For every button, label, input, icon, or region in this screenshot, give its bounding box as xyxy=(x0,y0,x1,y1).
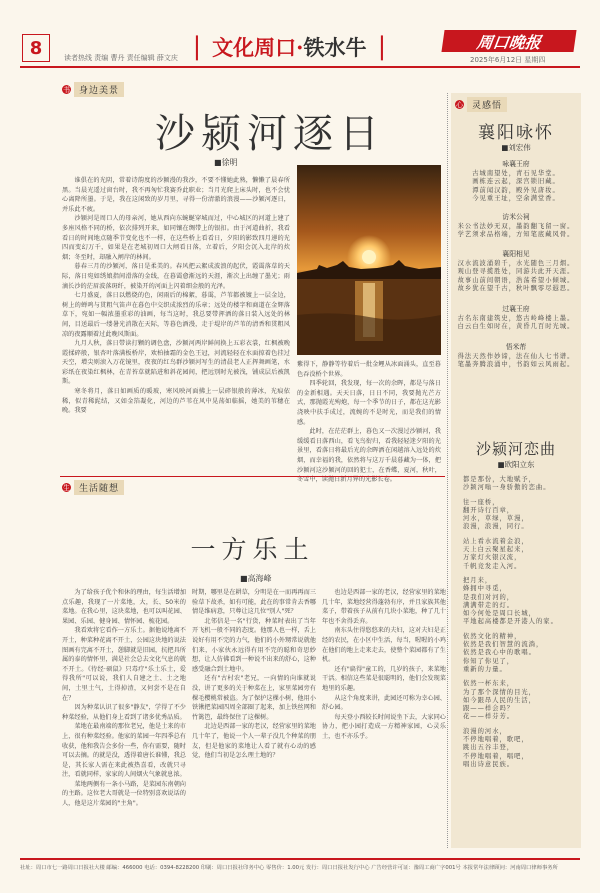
article1-paragraph: 四季轮回，我发现，每一次的余晖，都是与落日的金新相遇。天天日落，日日不同，我要抛光芒方式，那抛霞光殉炮，每一个季节的日子，都在这光影浇映中扶手成过，流婉的不是时光，而是我们的情感。 xyxy=(297,380,441,426)
poem2-line: 河水，草绿，草漫， xyxy=(463,515,529,523)
poem1-title: 襄阳咏怀 xyxy=(478,123,554,143)
newspaper-masthead: 周口晚报 xyxy=(441,30,576,52)
article2-paragraph: 每天登小西较长时间说坐下去，大家同心协力，把小园打造成一方精神家园，心灵乐土，也不亦乐乎。 xyxy=(322,713,446,740)
article1-tag-label: 身边美景 xyxy=(74,82,124,97)
stanza-gap xyxy=(463,769,578,775)
article1-author xyxy=(214,157,238,168)
article2-column-1 xyxy=(62,588,186,809)
article2-paragraph: 北邻信是一名"行货，种菜时表出了当年开飞机一般不同的态度。他那人也一样，舌上说好有用不完的力气，他们的小外甥常说就他们来，小家伙永远得有用不完的聪和奇思妙想，让人仿佛看到一种说不出来的舒心，这种感受融合到土地中。 xyxy=(192,617,316,673)
page-number: 8 xyxy=(22,34,50,62)
poem2-line: 唱出诗意民族。 xyxy=(463,760,515,768)
article1-paragraph: 此时，在茫茫群上，暮色又一次漫过沙颍河，我缓缓看日落西山，看飞鸟衔归，看我轻轻迷夕阳的光景里，看落日将最后光的余晖洒在闲越溶入远处的炊烟，而幸福的我，依然将与这万千晨暮藏为一体，把沙颍河这沙颍河的回的犯士，在香蝶，夏河，秋叶，冬雪中，读抛日新月异的光影长卷。 xyxy=(297,428,441,484)
section-title: ▏文化周口·铁水牛▕ xyxy=(196,35,383,60)
poem-line: 得法天然作妙谛，法在仙人七书谱。 xyxy=(457,352,575,360)
poem2-line: 花——样芬芳。 xyxy=(463,713,515,721)
article2-tag-label: 生活随想 xyxy=(74,480,124,495)
author-marker-icon: ■ xyxy=(214,158,222,167)
poem2-line: 如今何处是周口长城， xyxy=(463,610,536,618)
article1-tag-icon: 书 xyxy=(63,85,70,94)
poem-line: 观山登寻揽胜处，同游共此开天涯。 xyxy=(457,268,575,276)
poem2-title: 沙颍河恋曲 xyxy=(475,440,556,458)
author-marker-icon: ■ xyxy=(240,574,248,583)
poem2-line: 平地起高楼都是开港人的家。 xyxy=(463,618,558,626)
poem-line: 古名东南建筑史，悠古岭峰楼上墨。 xyxy=(457,314,575,322)
section-suffix: 铁水牛 xyxy=(303,35,367,60)
poem-block xyxy=(451,250,581,294)
poem2-line: 把月来， xyxy=(463,576,493,584)
poem2-author xyxy=(451,459,581,470)
poem2-line: 如今跟昂人民的生活， xyxy=(463,696,536,704)
poem2-line: 都是那份，大地赋予， xyxy=(463,476,536,483)
poem-line: 潭前闻汉韵，殿外见唐妆。 xyxy=(472,186,560,194)
article1-paragraph: 七月盛夏，落日以燃烧的色，闲雨后的棉絮，暮霭，芦苇都被镀上一层金边，树上的蝉鸣与贯粗气笛声在暮色中交织成浓烈的乐章；远处的楼字和商道在金辉落草下，宛如一幅浓墨重彩的油画，每当这时，我总要带挥洒的落日装入远处的林间，目送最后一缕暑光消散在天际，等暮色酒漫，走于堤岸的芦苇的清香和贯粗风凉的夜露顺着过此晚风斯面。 xyxy=(62,292,290,338)
poem2-line: 重新的力量。 xyxy=(463,665,507,673)
poem-subtitle: 襄阳相见 xyxy=(502,250,530,258)
poem1-author xyxy=(451,142,581,153)
sunset-river-photo xyxy=(297,165,441,355)
poem-subtitle: 咏襄王府 xyxy=(502,160,530,168)
article2-author xyxy=(240,573,272,584)
article1-paragraph: 沙颍河是周口人的母亲河，她从西向东蜿蜒穿城而过，中心城区的河道上建了多座风格不同的桥，依次排列开来，如同镶在绸带上的银扣。由于河道曲折，我看看日的时间地点随季节变化也不一样，在这些桥上看看日，夕阳的影致四月递的光四而变幻万千，如果是在老城初周口大闸看日落，立着后，夕阳会沉入北岸的炊烟；冬至时，却融入闸岸的林间。 xyxy=(62,215,290,261)
poem2-line: 跳出五谷丰登， xyxy=(463,744,515,752)
article1-paragraph: 寒冬将月，落日如画质的暖玻，寒风映河面拂上一层碎银般的薄冰，光痕依稀，似青稀髭结，又如金箔凝化，河边的芦苇在风中晃荡如临摇，她美的苇穗在晚。我要 xyxy=(62,388,290,415)
author-marker-icon: ■ xyxy=(501,143,509,152)
poem2-line: 不停地唱着，歌吧， xyxy=(463,736,529,744)
poem2-line: 是我们对河的， xyxy=(463,593,515,601)
article-divider xyxy=(60,476,445,477)
article2-paragraph: 我看欢将它看作一方乐土。据他说地离不开土，种菜种花离不开土，公园这块地的说法图画有完离不开土，憩脚就是旧园，抗把具所属的泰的情怀里，满是社会总去文化气息的就不开土。《待经·硕鼠》只毒疗"乐土乐土，爱得我所"可以说，我们人自建之土、土之地间，土里土气，土得掉渣，又何尝不是在自在？ xyxy=(62,627,186,702)
page-footer: 社址：周口市七一路周口日报社大楼 邮编：466000 电话：0394-8228200 印刷：周口日报社印务中心 零售价：1.00元 发行：周口日报社发行中心 广告经营许可证：豫周工商广字001号 本报常年法律顾问：河南周口律师事务所 xyxy=(20,858,580,871)
poem2-body xyxy=(463,476,578,775)
poem2-line: 依然文化的精神， xyxy=(463,632,522,640)
poem2-line: 蜂拥中寻觅， xyxy=(463,585,507,593)
article1-author-name: 徐明 xyxy=(221,158,238,167)
poem-subtitle: 访米公祠 xyxy=(502,213,530,221)
poem-block xyxy=(451,305,581,332)
article2-tag xyxy=(62,480,124,495)
poem2-line: 万家灯火银汉流， xyxy=(463,554,522,562)
article2-paragraph: 为了给孩子优个和休的理由，每生活增加点乐趣，我现了一片菜地，大，长、50米的菜地。在我心里，这块菜地，也可以叫花园、果园、乐园、健身园、情怀园、梳花园。 xyxy=(62,589,186,625)
article2-paragraph: 也边是西部一家的老汉，经营家里的菜地几十年，菜地经营得蓬勃有序，并且家族其他菜子，带着孩子从前有几块小菜地，种了几十年也不舍得丢弃。 xyxy=(322,589,446,625)
poem2-line: 为了那个深情的目光， xyxy=(463,688,536,696)
poem2-line: 跟——样会吗？ xyxy=(463,705,515,713)
article1-paragraph: 谁俱在的光阴，常着诗韵度的沙颍漫的我沙，不要不懂她此熟，懒懒了晨春所黑。当晨光遥过窗台时，我不再匆忙我赛乔此职业；当月光爬上床头时，也不会忧心离降所墨。于是，我在这闲致的岁月里，寻得一份清澈的浪漫——沙颍河逐日，并乐此不疲。 xyxy=(62,177,290,213)
poem2-line: 天上白云聚星起来， xyxy=(463,546,529,554)
header-rule xyxy=(20,66,580,68)
article2-paragraph: 时期，哪里是在耕草，分明是在一而再再而三验草下故杀，如有可能，此在的事常肯去香哪情是维病意，只尊让这几位"别人"死？ xyxy=(192,589,316,616)
article2-author-name: 高海峰 xyxy=(247,574,272,583)
panel-tag xyxy=(455,97,507,112)
article2-tag-icon: 生 xyxy=(63,483,70,492)
poem2-line: 千帆竞发走入河。 xyxy=(463,562,522,570)
poem1-author-name: 刘宏伟 xyxy=(508,143,531,152)
article2-paragraph: 南东头住得悠悠来的夫妇，这对夫妇是正经的农民，在小区中生活，每当，喔喔的小鸡在他们的地上走来走去，使整个菜园都有了生机。 xyxy=(322,627,446,664)
poem-block xyxy=(451,160,581,204)
poem2-author-name: 欧阳立东 xyxy=(504,460,535,469)
poem-line: 白云白生如时在，黄昏几百时光城。 xyxy=(457,323,575,331)
article1-tag xyxy=(62,82,124,97)
panel-separator xyxy=(447,93,448,848)
poem2-line: 满满带走的灯。 xyxy=(463,601,515,609)
poem-line: 学艺须求品格端，方知笔底藏风骨。 xyxy=(457,231,575,239)
article2-column-2 xyxy=(192,588,316,761)
poem-subtitle: 过襄王府 xyxy=(502,305,530,313)
poem2-line: 不停地唱着，唱吧， xyxy=(463,752,529,760)
poem-line: 故乡犹在望千古，秋叶飘零尽遐思。 xyxy=(457,285,575,293)
poem-line: 汉水流波涌碧千，水光随色三月烟。 xyxy=(457,259,575,267)
article1-paragraph: 九月人秋，落日带读打颗的调色盘，沙颍河两岸鲜间换上五彩衣裳，红枫被晚霞揉碎般，银杏叶落满板桥岸，欢柏抽霜的金色王冠，河流轻轻在水面掠着色挂过天空，增尖则滚入万花镜里，夜夜的红鸟群沙颍河写生的清晨老人正挥舞画笔，水彩纸在夜染红枫林，在青苔草就陷进和斜花园间，把远别时光被浅，铺成层后被凯斯。 xyxy=(62,340,290,386)
article1-column-2 xyxy=(297,360,441,485)
article2-paragraph: 北边是西部一家的老汉，经营家里的菜地几十年了，他说一个人一辈子没几个种菜的朋友，但是他家的菜地让人看了就有心动的感觉，他们当初是怎么理土地的？ xyxy=(192,723,316,760)
poem2-line: 往一座桥， xyxy=(463,498,500,506)
poem-line: 米公书法妙无双，墨韵翻飞留一窗。 xyxy=(457,222,575,230)
poem-block xyxy=(451,343,581,370)
article1-column-1 xyxy=(62,176,290,416)
issue-date: 2025年6月12日 星期四 xyxy=(470,56,546,64)
poem2-line: 依然一杯东来， xyxy=(463,680,515,688)
panel-tag-icon: 心 xyxy=(456,100,463,109)
poem2-line: 依然是我们智慧的流淌， xyxy=(463,641,544,649)
article2-paragraph: 还有"古村农"老兄，一向情的向谁就说没，讲了更多的关于种菜在上，家里菜园旁有棵毛樱桃常被盗。为了保护这棵小树，他用小铁锹把菜园四周全部圈了起来，加上铁丝网和竹篱笆，最终保住了这棵树。 xyxy=(192,675,316,721)
editor-credits: 读者热线 责编 曹丹 责任编辑 薛文庆 xyxy=(64,54,178,62)
poem-line: 笔墨奔腾浪涌中，书韵如云风雨起。 xyxy=(457,361,575,369)
article2-paragraph: 菜地在最南端的那位老兄，他是土来的市上，很有种菜经验。他家的菜园一年四季总有收获，他和我告会多份一些，你有需要，随时可以去摘。的就是没，透得着唐长谁懂，我总是，其长家人需在来此被热喜看，改就只寻注，看就同样，家家的人间烟火气象就息浓。 xyxy=(62,723,186,779)
panel-tag-label: 灵感悟 xyxy=(467,97,507,112)
article1-paragraph: 紫得下，静静等待着后一批金鲤从冰面涌头，直至暮色吞没桥个世界。 xyxy=(297,361,441,378)
article2-paragraph: 从这个角度来讲，此园还可称为幸心园、舒心园。 xyxy=(322,694,446,712)
poem2-line: 浪漫的河水， xyxy=(463,727,507,735)
poem-line: 今见重王址，空余满堂香。 xyxy=(472,195,560,203)
poem-block xyxy=(451,213,581,240)
poem2-line: 站上看水流着金浪， xyxy=(463,537,529,545)
article1-paragraph: 暮春三月的沙颍河，落日是柔美的。春风把云絮成波浪的起伏，霞霭落草的天际，落日宛如绣娘指间滑落的金线，在暮霭愈渐远的天涯，渐次上出缠了墨光；雨滴长沙的茫眉波落斑纤，被染开的河面上闪着细金般的光泽。 xyxy=(62,263,290,290)
article2-column-3 xyxy=(322,588,446,742)
poem-line: 画栋连云起，深宫锁旧藏。 xyxy=(472,178,560,186)
article1-title: 沙颍河逐日 xyxy=(155,111,385,157)
article2-title: 一方乐土 xyxy=(190,535,315,564)
poem2-line: 浪漫，浪漫，同行。 xyxy=(463,523,529,531)
poem-line: 古城南望处，青石见华堂。 xyxy=(472,169,560,177)
poem-subtitle: 悟米芾 xyxy=(505,343,527,351)
poem-line: 故事山前间朝语，浩荡希望小倾城。 xyxy=(457,276,575,284)
poem2-line: 沙颍河嗡一身骄傲的恋曲。 xyxy=(463,484,551,492)
section-prefix: 文化周口 xyxy=(212,35,297,60)
article2-paragraph: 菜地两侧有一条小马路，是菜园东南朝向的主路。这位老大哥就是一位特别喜欢说话的人，他是这片菜园的"主角"。 xyxy=(62,780,186,808)
article2-paragraph: 因为种菜认识了很多"静友"，学得了不少种菜经验，从他们身上看到了诸多优秀品质。 xyxy=(62,704,186,721)
poem2-line: 依然是我心中的歌唱。 xyxy=(463,649,536,657)
poem2-line: 翻开诗行百章， xyxy=(463,506,515,514)
article2-paragraph: 还有"扁得"童工的，几岁的孩子，来菜地干活。相信这些菜是很聪明的，他们会发现菜地里的乐趣。 xyxy=(322,665,446,692)
poem2-line: 你知了你见了， xyxy=(463,657,515,665)
author-marker-icon: ■ xyxy=(497,460,505,469)
